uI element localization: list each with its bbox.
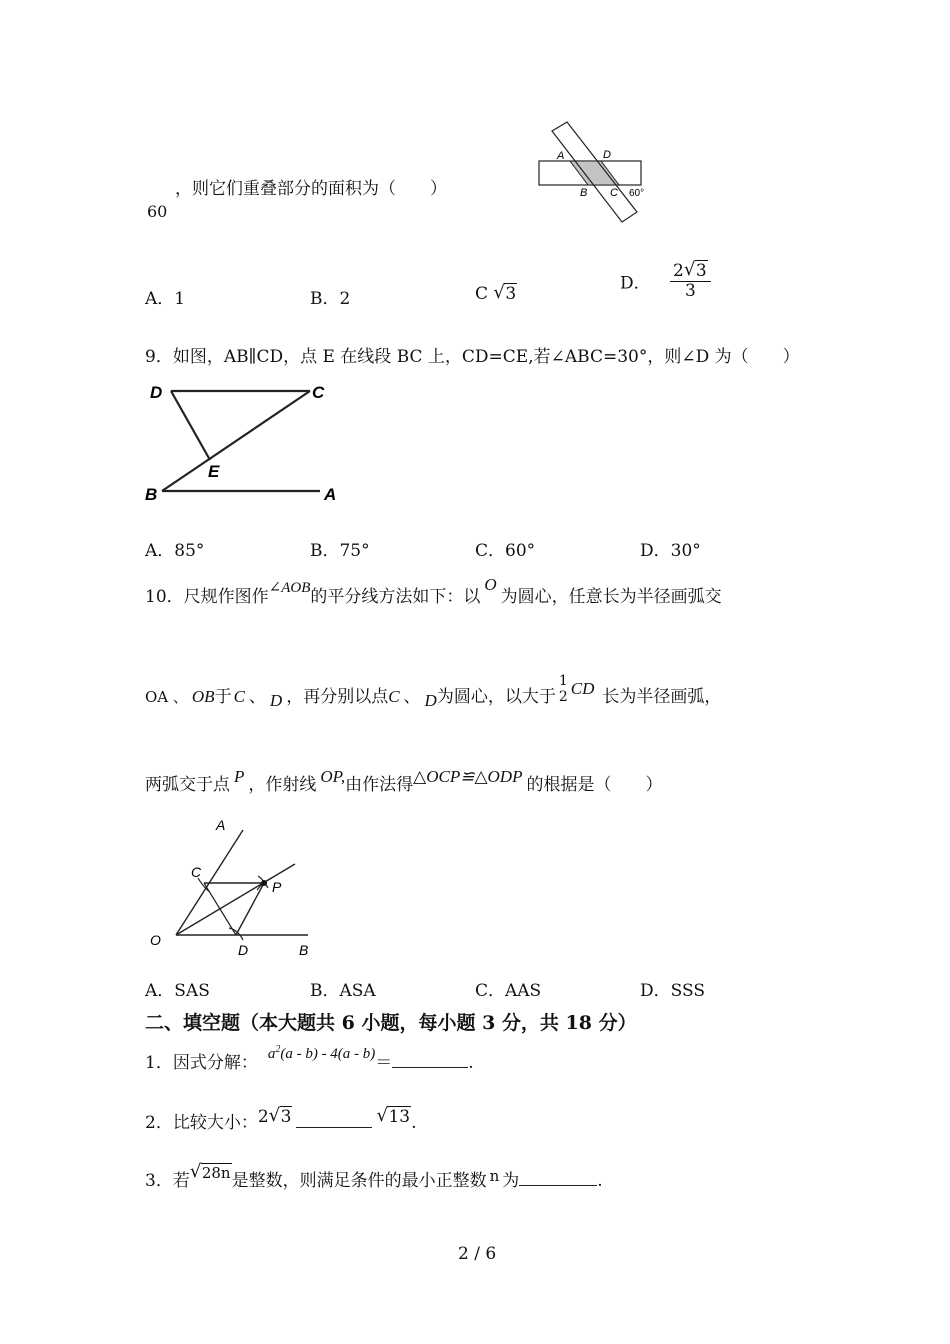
fill-q2: 2．比较大小：2 √ 3 √ 13. (145, 1105, 417, 1133)
q8-option-b: B．2 (310, 289, 351, 309)
fill-q3-blank[interactable] (519, 1171, 597, 1186)
q9-label-a: A (324, 485, 337, 504)
q10-congruence: △OCP≌△ODP (413, 767, 523, 786)
q9-option-c: C．60° (475, 541, 536, 561)
q8-label-c: C (610, 187, 618, 199)
q9-option-b: B．75° (310, 541, 370, 561)
q8-angle-label: 60° (629, 188, 645, 199)
fill-q1: 1．因式分解： $a^2(a - b) - 4(a - b)=$ . (145, 1044, 474, 1073)
q8-stem: ，则它们重叠部分的面积为（ ） (175, 179, 447, 199)
q10-line-1: 10．尺规作图作∠AOB的平分线方法如下：以O为圆心，任意长为半径画弧交 (145, 575, 722, 607)
q8-option-c-sqrt: √ 3 (493, 282, 517, 304)
q10-label-c: C (191, 864, 202, 880)
q8-option-d-letter: D． (620, 273, 651, 294)
q10-option-d: D．SSS (640, 981, 705, 1001)
fill-q1-blank[interactable] (392, 1053, 468, 1068)
q10-line-2: OA 、 OB于 C 、 D ，再分别以点C 、 D为圆心，以大于 1 2 CD 长为半径画弧， (145, 673, 722, 710)
q8-angle-note: 60 (147, 202, 168, 221)
q9-label-e: E (208, 462, 220, 481)
fill-q3: 3．若 √ 28n是整数，则满足条件的最小正整数 n 为 . (145, 1161, 603, 1191)
section-2-title: 二、填空题（本大题共 6 小题，每小题 3 分，共 18 分） (145, 1012, 637, 1034)
q10-option-a: A．SAS (145, 981, 210, 1001)
q8-option-d (620, 259, 711, 301)
q8-label-d: D (603, 149, 611, 161)
q10-label-o: O (150, 932, 161, 948)
q8-option-c-letter: C (475, 284, 489, 304)
q10-line-3: 两弧交于点 P ，作射线 OP,由作法得△OCP≌△ODP 的根据是（ ） (145, 767, 663, 795)
q9-line-cb (162, 391, 310, 491)
q9-option-a: A．85° (145, 541, 205, 561)
page-number: 2 / 6 (458, 1244, 497, 1264)
fill-q1-expression: $a^2(a - b) - 4(a - b)$ (267, 1044, 376, 1062)
q10-option-b: B．ASA (310, 981, 376, 1001)
q9-label-b: B (145, 485, 158, 504)
q8-option-d-fraction: 2 √ 3 3 (670, 262, 711, 300)
q10-label-b: B (299, 942, 309, 958)
q10-label-p: P (272, 879, 282, 895)
q8-label-b: B (580, 187, 588, 199)
q10-option-c: C．AAS (475, 981, 542, 1001)
q8-label-a: A (557, 150, 565, 162)
q10-point-p (261, 880, 267, 886)
q8-figure (530, 118, 660, 226)
q8-option-a: A．1 (145, 289, 186, 309)
q9-stem: 9．如图，AB∥CD，点 E 在线段 BC 上，CD=CE,若∠ABC=30°，则∠D 为（ ） (145, 347, 800, 367)
q10-half-fraction: 1 2 (558, 673, 568, 705)
q9-line-de (171, 391, 210, 460)
q8-option-c (475, 284, 517, 304)
q9-figure (140, 376, 350, 508)
q10-point-o: O (484, 575, 497, 594)
fill-q3-sqrt: √ 28n (189, 1161, 231, 1182)
q10-figure (140, 812, 330, 964)
q9-label-d: D (150, 383, 163, 402)
fill-q2-left: 2 √ 3 (257, 1105, 292, 1127)
q9-label-c: C (312, 383, 325, 402)
q10-label-d: D (238, 942, 249, 958)
fill-q2-blank[interactable] (296, 1113, 372, 1128)
q10-label-a: A (216, 817, 226, 833)
fill-q2-right: √ 13 (376, 1105, 411, 1127)
q10-angle-aob: ∠AOB (268, 580, 311, 596)
q9-option-d: D．30° (640, 541, 701, 561)
